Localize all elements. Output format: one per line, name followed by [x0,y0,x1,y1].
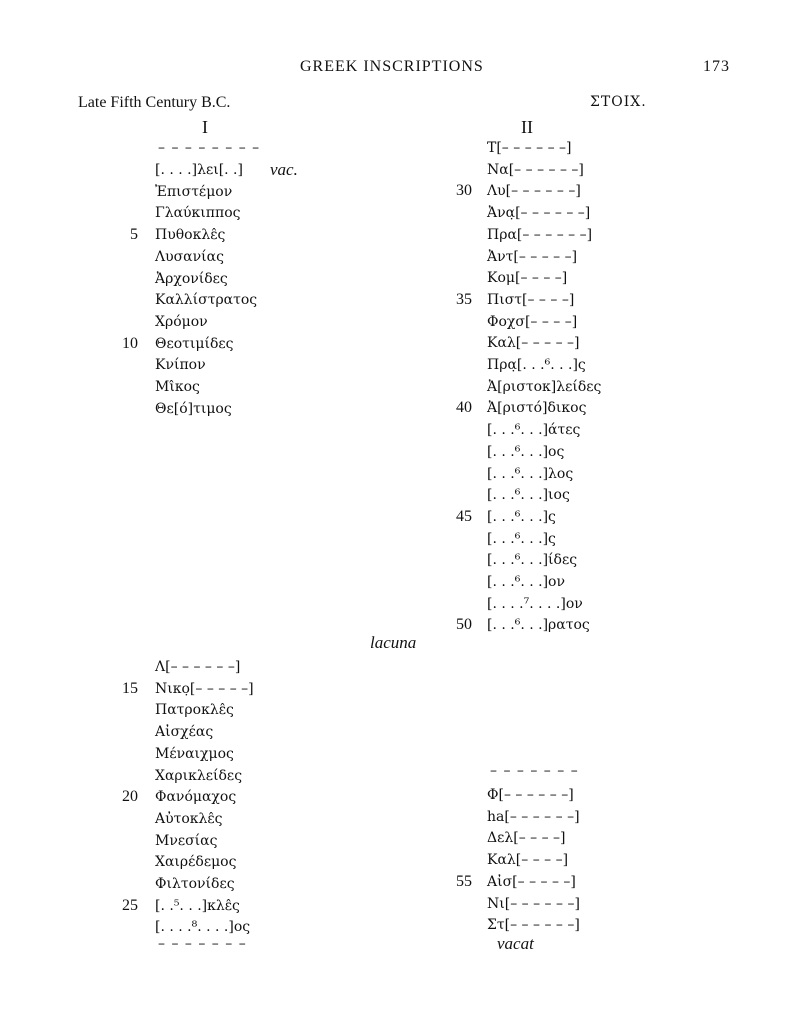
inscription-text: [. . .⁶. . .]ς [487,530,556,547]
line-number: 55 [456,872,472,890]
inscription-text: Αἰσχέας [155,724,214,741]
inscription-text: Αὐτοκλε̂ς [155,810,223,827]
inscription-text: Ἀρχονίδες [155,270,228,287]
line-number: 25 [122,896,138,914]
inscription-text: Μι̂κος [155,379,200,395]
line-number: 20 [122,788,138,806]
inscription-text: Καλλίστρατος [155,292,258,309]
line-number: 50 [456,616,472,634]
inscription-text: [. . .⁶. . .]ρατος [487,617,590,634]
inscription-text: Στ[– – – – – –] [487,917,580,934]
vacat-label: vacat [497,934,534,953]
inscription-text: Καλ[– – – – –] [487,335,580,352]
inscription-text: Ἐπιστέμον [155,183,233,200]
running-title: GREEK INSCRIPTIONS [300,58,484,75]
inscription-text: Μνεσίας [155,832,218,849]
inscription-text: Τ[– – – – – –] [487,140,572,156]
inscription-text: Πρα[– – – – – –] [487,226,593,243]
inscription-text: [. .⁵. . .]κλε̂ς [155,897,240,914]
inscription-text: [. . . .⁷. . . .]ον [487,595,583,612]
inscription-text: Μέναιχμος [155,745,234,762]
inscription-text: Γλαύκιππος [155,205,241,222]
inscription-text: Φοχσ[– – – –] [487,313,578,330]
col2-dash: – – – – – – – [490,763,579,779]
inscription-text: Φιλτονίδες [155,876,235,892]
inscription-text: Ἀ[ριστό]δικος [487,400,587,417]
column-i-heading: I [202,117,208,137]
inscription-text: Κομ[– – – –] [487,270,568,287]
inscription-text: Πρα̣[. . .⁶. . .]ς [487,357,586,373]
inscription-text: ha[– – – – – –] [487,808,580,825]
inscription-text: Ἀνα̣[– – – – – –] [487,205,591,222]
inscription-text: Θε[ό]τιμος [155,400,232,417]
inscription-text: [. . .⁶. . .]ιος [487,487,570,504]
line-number: 40 [456,399,472,417]
line-number: 5 [130,226,138,244]
inscription-text: Αἰσ[– – – – –] [487,873,576,890]
page-number: 173 [703,58,730,75]
stoich-label: ΣΤΟΙΧ. [590,94,647,110]
inscription-text: Χρόμον [155,313,208,330]
vac-marker: vac. [270,160,298,179]
inscription-text: Νι[– – – – – –] [487,895,580,912]
inscription-text: [. . .⁶. . .]ς [487,508,556,525]
inscription-text: [. . . .⁸. . . .]ος [155,919,251,936]
line-number: 30 [456,182,472,200]
inscription-text: Καλ[– – – –] [487,852,569,869]
col1-bottom-dash: – – – – – – – [158,936,247,952]
inscription-text: Φ[– – – – – –] [487,787,574,803]
line-number: 15 [122,679,138,697]
inscription-text: Πατροκλε̂ς [155,702,234,719]
inscription-text: [. . .⁶. . .]λος [487,465,574,482]
inscription-text: Νικο̣[– – – – –] [155,680,254,697]
date-label: Late Fifth Century B.C. [78,94,231,111]
line-number: 35 [456,290,472,308]
line-number: 10 [122,334,138,352]
inscription-text: [. . .⁶. . .]ον [487,574,565,590]
column-ii-heading: II [521,117,533,137]
inscription-text: Ἀ[ριστοκ]λείδες [487,378,602,395]
inscription-text: Να[– – – – – –] [487,161,584,178]
inscription-text: [. . .⁶. . .]ος [487,443,565,460]
inscription-text: [. . .⁶. . .]άτες [487,422,581,439]
inscription-text: Χαρικλείδες [155,767,243,784]
lacuna-label: lacuna [370,633,417,652]
inscription-text: Λ[– – – – – –] [155,659,241,675]
inscription-text: Λυσανίας [155,248,224,265]
col1-top-dash: – – – – – – – – [158,140,261,156]
inscription-text: Δελ[– – – –] [487,830,566,847]
line-number: 45 [456,507,472,525]
inscription-text: Πιστ[– – – –] [487,291,575,308]
inscription-text: Θεοτιμίδες [155,335,234,352]
inscription-text: Κνίπον [155,357,206,374]
inscription-text: [. . . .]λει[. .] [155,162,243,178]
inscription-text: Λυ[– – – – – –] [487,183,581,200]
inscription-text: [. . .⁶. . .]ίδες [487,552,578,569]
inscription-text: Πυθοκλε̂ς [155,227,226,244]
inscription-text: Χαιρέδεμος [155,854,237,871]
inscription-text: Φανόμαχος [155,789,237,806]
inscription-text: Ἀντ[– – – – –] [487,248,578,265]
